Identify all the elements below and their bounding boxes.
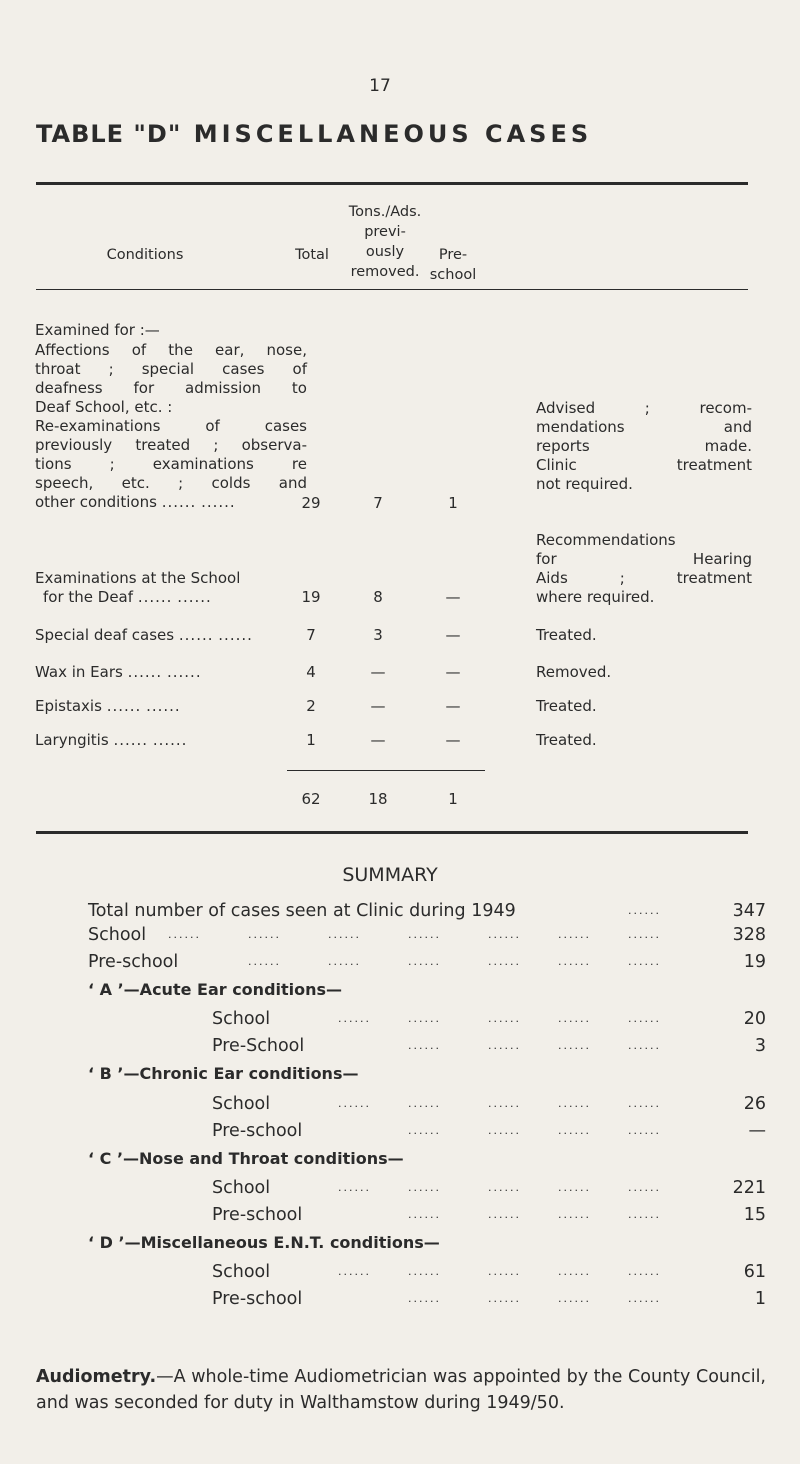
table-title	[36, 120, 592, 148]
remark-line: for Hearing	[536, 550, 752, 568]
remark-line: Clinic treatment	[536, 456, 752, 474]
header-preschool-line: Pre-	[438, 247, 468, 263]
summary-category-d: ‘ D ’—Miscellaneous E.N.T. conditions—	[88, 1233, 440, 1252]
audiometry-paragraph	[36, 1364, 766, 1416]
summary-category-b: ‘ B ’—Chronic Ear conditions—	[88, 1064, 359, 1083]
tons-sum: 18	[368, 790, 388, 808]
row1-total: 29	[301, 494, 321, 512]
row2-total: 19	[301, 588, 321, 606]
row-preschool: —	[445, 697, 461, 715]
header-tons-removed	[340, 202, 430, 282]
summary-category-a: ‘ A ’—Acute Ear conditions—	[88, 980, 343, 999]
totals-rule	[287, 770, 485, 771]
examined-for-label: Examined for :—	[35, 321, 160, 339]
condition-line: Deaf School, etc. :	[35, 398, 173, 416]
remark-line: where required.	[536, 588, 655, 606]
summary-row: Pre-school ...... ...... ...... ...... 1	[212, 1289, 766, 1309]
audiometry-heading: Audiometry.	[36, 1366, 157, 1387]
remark-line: reports made.	[536, 437, 752, 455]
header-rule	[36, 289, 748, 290]
summary-category-c: ‘ C ’—Nose and Throat conditions—	[88, 1149, 404, 1168]
condition-line: other conditions ...... ......	[35, 493, 236, 511]
row2-remarks	[536, 531, 752, 607]
row-preschool: —	[445, 731, 461, 749]
row1-remarks	[536, 399, 752, 494]
table-row: Epistaxis ...... ......	[35, 697, 181, 715]
remark-line: Advised ; recom-	[536, 399, 752, 417]
row-remarks: Treated.	[536, 697, 597, 715]
row1-preschool: 1	[448, 494, 458, 512]
top-rule	[36, 182, 748, 185]
row-tons: —	[370, 697, 386, 715]
condition-line: Re-examinations of cases	[35, 417, 307, 435]
remark-line: mendations and	[536, 418, 752, 436]
bottom-rule	[36, 831, 748, 834]
remark-line: Recommendations	[536, 531, 676, 549]
condition-ent-affections	[35, 341, 307, 512]
header-tons-line: Tons./Ads.	[348, 204, 422, 220]
audiometry-text: —A whole-time Audiometrician was appointed by the County Council, and was seconded for duty in Walthamstow during 1949/50.	[36, 1366, 766, 1413]
summary-row: Pre-school ...... ...... ...... ...... 15	[212, 1205, 766, 1225]
row-tons: —	[370, 663, 386, 681]
condition-line: deafness for admission to	[35, 379, 307, 397]
condition-line: for the Deaf ...... ......	[43, 588, 212, 606]
remark-line: not required.	[536, 475, 633, 493]
summary-row: Pre-School ...... ...... ...... ...... 3	[212, 1036, 766, 1056]
condition-line: speech, etc. ; colds and	[35, 474, 307, 492]
row2-preschool: —	[445, 588, 461, 606]
remark-line: Aids ; treatment	[536, 569, 752, 587]
row-remarks: Treated.	[536, 626, 597, 644]
table-row: Wax in Ears ...... ......	[35, 663, 202, 681]
summary-row: School ...... ...... ...... ...... ...... 20	[212, 1009, 766, 1029]
table-title-text: MISCELLANEOUS CASES	[193, 120, 593, 148]
summary-row: School ...... ...... ...... ...... ...... 221	[212, 1178, 766, 1198]
row1-tons: 7	[373, 494, 383, 512]
row-total: 7	[306, 626, 316, 644]
row2-tons: 8	[373, 588, 383, 606]
summary-row: Total number of cases seen at Clinic during 1949 ...... 347	[88, 901, 766, 921]
condition-line: previously treated ; observa-	[35, 436, 307, 454]
header-tons-line: removed.	[350, 264, 420, 280]
condition-line: Affections of the ear, nose,	[35, 341, 307, 359]
row-total: 4	[306, 663, 316, 681]
condition-line: throat ; special cases of	[35, 360, 307, 378]
row-total: 2	[306, 697, 316, 715]
page-number: 17	[369, 76, 391, 96]
summary-row: School ...... ...... ...... ...... ...... 26	[212, 1094, 766, 1114]
summary-row: School ...... ...... ...... ...... ...... 61	[212, 1262, 766, 1282]
header-total: Total	[295, 247, 329, 263]
header-preschool	[418, 245, 488, 285]
header-tons-line: previ-	[364, 224, 406, 240]
summary-row: Pre-school ...... ...... ...... ...... —	[212, 1121, 766, 1141]
header-preschool-line: school	[429, 267, 477, 283]
row-tons: 3	[373, 626, 383, 644]
row-remarks: Treated.	[536, 731, 597, 749]
header-tons-line: ously	[365, 244, 405, 260]
summary-title: SUMMARY	[342, 864, 438, 886]
preschool-sum: 1	[448, 790, 458, 808]
condition-line: Examinations at the School	[35, 569, 241, 587]
row-total: 1	[306, 731, 316, 749]
header-conditions: Conditions	[106, 247, 184, 263]
condition-school-for-deaf	[35, 569, 307, 607]
table-row: Laryngitis ...... ......	[35, 731, 188, 749]
table-label: TABLE "D"	[36, 120, 182, 148]
summary-row: School ...... ...... ...... ...... ...... ...... ...... 328	[88, 925, 766, 945]
table-row: Special deaf cases ...... ......	[35, 626, 253, 644]
summary-row: Pre-school ...... ...... ...... ...... ...... ...... 19	[88, 952, 766, 972]
row-tons: —	[370, 731, 386, 749]
row-remarks: Removed.	[536, 663, 612, 681]
condition-line: tions ; examinations re	[35, 455, 307, 473]
row-preschool: —	[445, 626, 461, 644]
total-sum: 62	[301, 790, 321, 808]
row-preschool: —	[445, 663, 461, 681]
